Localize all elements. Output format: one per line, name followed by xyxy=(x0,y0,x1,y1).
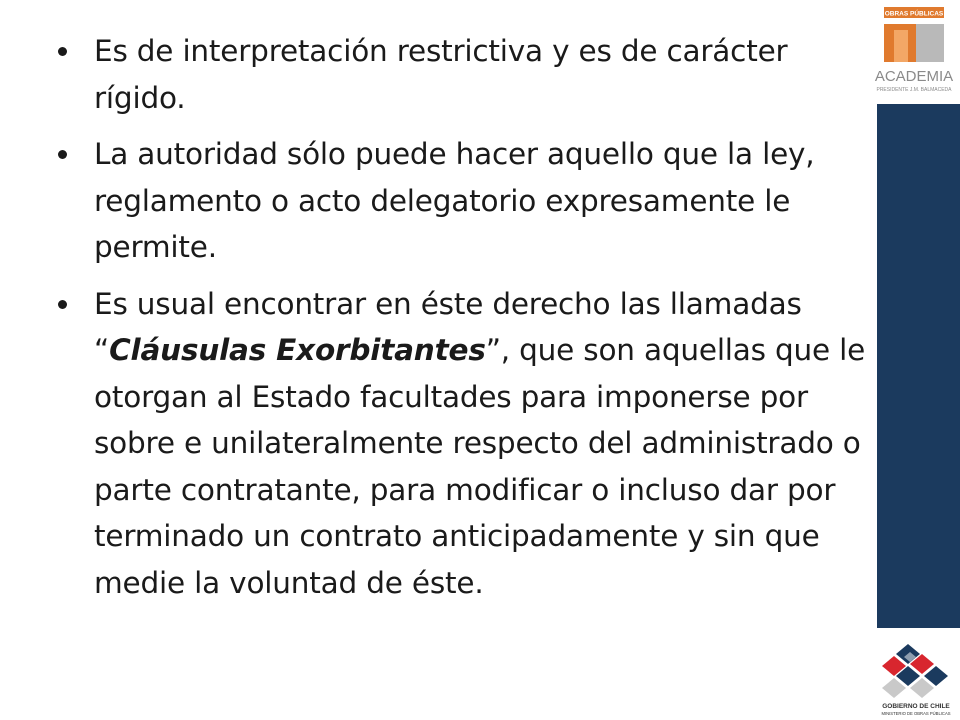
bullet-item xyxy=(58,281,868,607)
logo-gobierno-line2: MINISTERIO DE OBRAS PÚBLICAS xyxy=(881,711,951,716)
navy-sidebar-bar xyxy=(877,104,960,628)
logo-sub-text: PRESIDENTE J.M. BALMACEDA xyxy=(876,87,952,93)
logo-main-text: ACADEMIA xyxy=(874,68,954,85)
logo-light-block xyxy=(894,30,908,62)
bullet-text-suffix: ”, que son aquellas que le otorgan al Estado facultades para imponerse por sobre e unilateralmente respecto del administrado o parte contratante, para modificar o incluso dar por terminado un contrato anticipadamente y sin que medie la voluntad de éste. xyxy=(94,333,866,600)
bullet-item xyxy=(58,131,868,271)
gobierno-emblem-icon xyxy=(882,644,948,698)
bullet-dot-icon xyxy=(58,300,67,309)
bullet-text: La autoridad sólo puede hacer aquello que la ley, reglamento o acto delegatorio expresamente le permite. xyxy=(94,137,815,264)
bullet-item xyxy=(58,28,868,121)
bullet-dot-icon xyxy=(58,150,67,159)
gobierno-logo xyxy=(874,640,958,718)
bullet-emphasis: Cláusulas Exorbitantes xyxy=(109,333,486,367)
logo-top-text: OBRAS PÚBLICAS xyxy=(884,10,944,18)
logo-gray-block xyxy=(916,24,944,62)
bullet-text: Es de interpretación restrictiva y es de carácter rígido. xyxy=(94,34,788,115)
bullet-text-prefix: Es usual encontrar en éste derecho las llamadas “ xyxy=(94,286,802,367)
logo-gobierno-line1: GOBIERNO DE CHILE xyxy=(882,703,950,710)
bullet-dot-icon xyxy=(58,47,67,56)
academia-logo xyxy=(870,6,958,98)
bullet-list xyxy=(58,28,868,616)
